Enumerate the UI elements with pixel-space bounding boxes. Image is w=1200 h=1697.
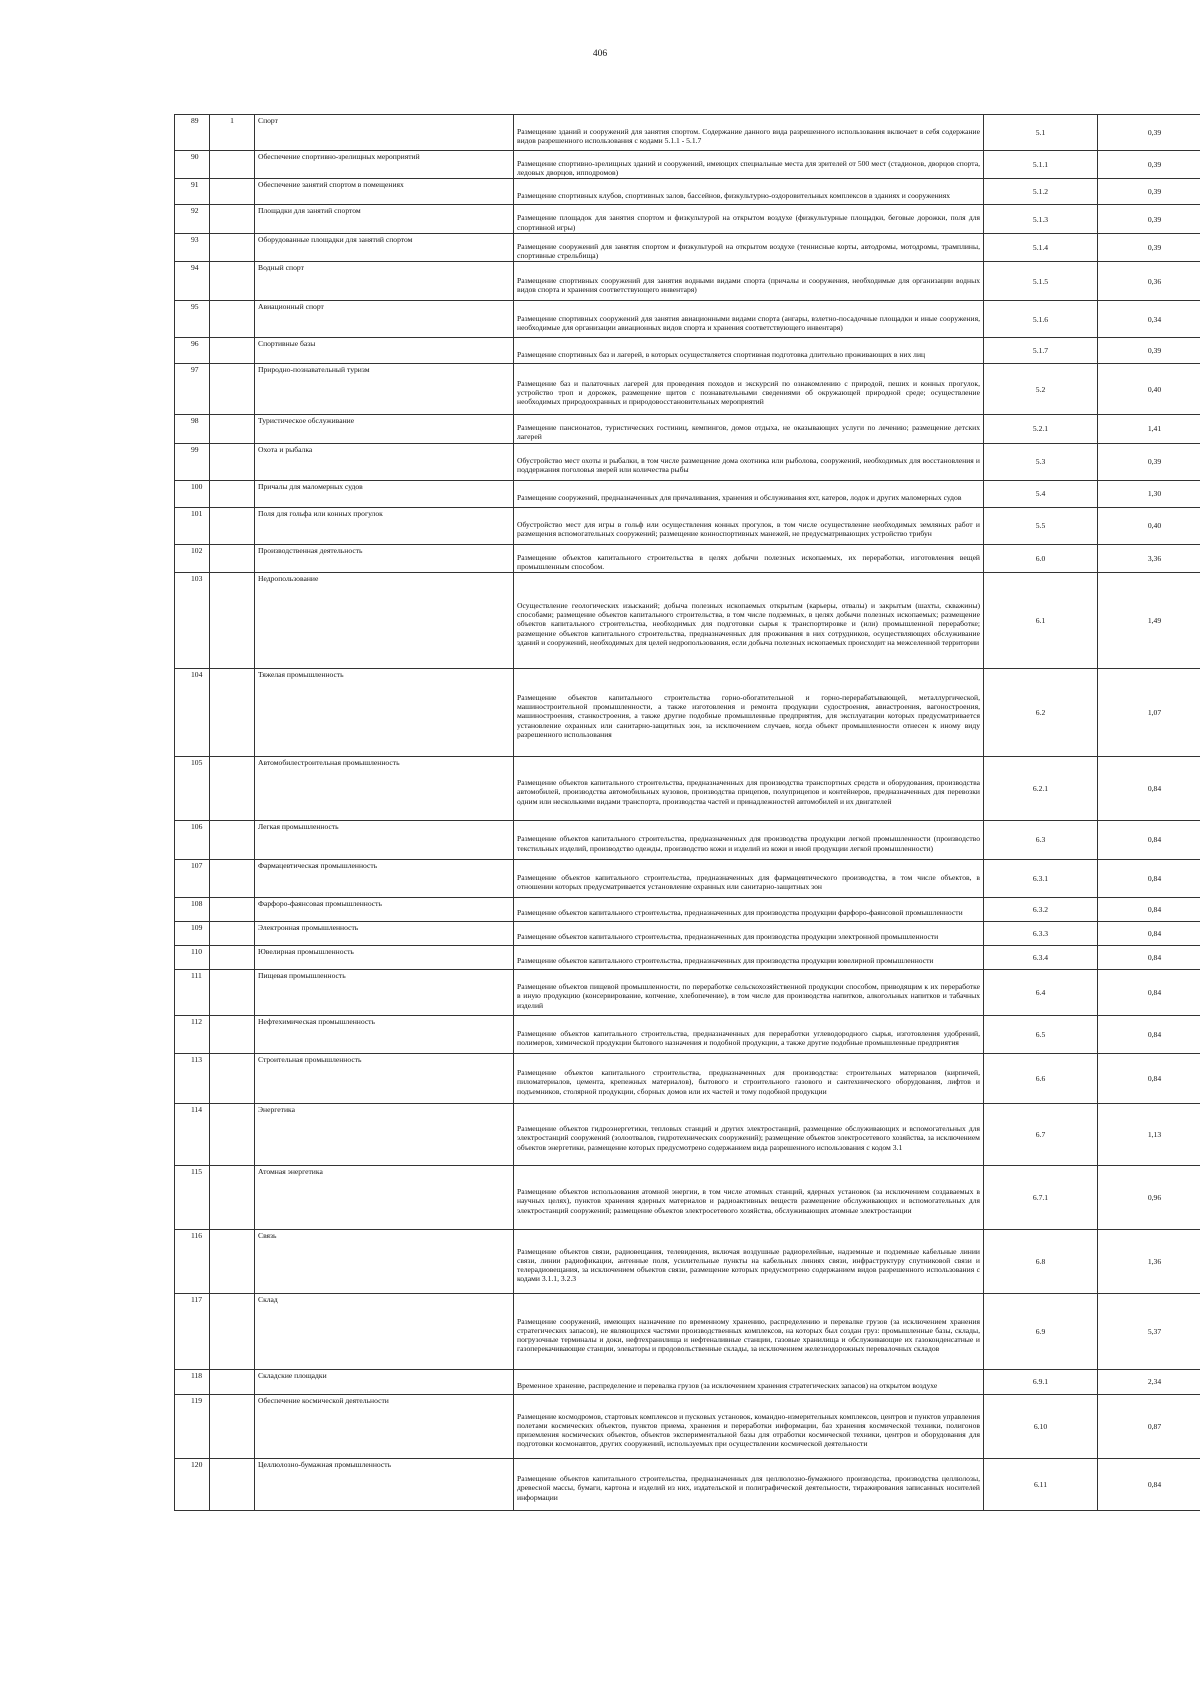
use-type-code: 5.3 <box>984 443 1098 480</box>
use-type-code: 6.7 <box>984 1104 1098 1166</box>
row-subnumber <box>210 364 255 415</box>
coefficient-value: 0,84 <box>1098 898 1200 922</box>
coefficient-value: 0,84 <box>1098 946 1200 970</box>
use-type-name: Охота и рыбалка <box>255 443 514 480</box>
use-type-name: Производственная деятельность <box>255 544 514 572</box>
use-type-code: 5.1.1 <box>984 151 1098 179</box>
row-subnumber <box>210 757 255 821</box>
use-type-code: 5.2.1 <box>984 415 1098 443</box>
use-type-name: Энергетика <box>255 1104 514 1166</box>
table-row <box>175 1104 1200 1166</box>
use-type-description: Размещение объектов капитального строительства, предназначенных для производства: строительных материалов (кирпичей, пиломатериалов, цемента, крепежных материалов), бытового и строительного газового и сантехнического оборудования, лифтов и подъемников, столярной продукции, сборных домов или их частей и тому подобной продукции <box>514 1054 984 1104</box>
row-subnumber <box>210 1395 255 1459</box>
row-number: 113 <box>175 1054 210 1104</box>
coefficient-value: 0,84 <box>1098 821 1200 860</box>
use-type-description: Размещение объектов капитального строительства в целях добычи полезных ископаемых, их переработки, изготовления вещей промышленным способом. <box>514 544 984 572</box>
coefficient-value: 2,34 <box>1098 1370 1200 1395</box>
use-type-code: 6.2 <box>984 669 1098 757</box>
use-type-description: Размещение спортивно-зрелищных зданий и сооружений, имеющих специальные места для зрителей от 500 мест (стадионов, дворцов спорта, ледовых дворцов, ипподромов) <box>514 151 984 179</box>
row-number: 91 <box>175 179 210 205</box>
use-type-code: 6.11 <box>984 1459 1098 1511</box>
use-type-description: Размещение сооружений, имеющих назначение по временному хранению, распределению и перевалке грузов (за исключением хранения стратегических запасов), не являющихся частями производственных комплексов, на которых был создан груз: промышленные базы, склады, погрузочные терминалы и доки, нефтехранилища и нефтеналивные станции, газовые хранилища и обслуживающие их газоконденсатные и газоперекачивающие станции, элеваторы и продовольственные склады, за исключением железнодорожных перевалочных складов <box>514 1294 984 1370</box>
table-row <box>175 1294 1200 1370</box>
table-row <box>175 205 1200 233</box>
table-row <box>175 898 1200 922</box>
use-type-name: Водный спорт <box>255 262 514 301</box>
use-type-name: Связь <box>255 1230 514 1294</box>
table-row <box>175 1459 1200 1511</box>
use-type-code: 5.1.2 <box>984 179 1098 205</box>
use-type-name: Поля для гольфа или конных прогулок <box>255 507 514 544</box>
coefficient-value: 0,84 <box>1098 860 1200 898</box>
row-number: 95 <box>175 301 210 338</box>
table-row <box>175 233 1200 261</box>
use-type-description: Размещение объектов капитального строительства, предназначенных для переработки углеводородного сырья, изготовления удобрений, полимеров, химической продукции бытового назначения и подобной продукции, а также другие подобные промышленные предприятия <box>514 1016 984 1054</box>
coefficient-value: 0,84 <box>1098 757 1200 821</box>
row-number: 115 <box>175 1166 210 1230</box>
use-type-code: 6.4 <box>984 970 1098 1016</box>
use-type-description: Размещение спортивных сооружений для занятия водными видами спорта (причалы и сооружения, необходимые для организации водных видов спорта и хранения соответствующего инвентаря) <box>514 262 984 301</box>
row-number: 98 <box>175 415 210 443</box>
row-number: 117 <box>175 1294 210 1370</box>
row-number: 89 <box>175 115 210 151</box>
row-subnumber <box>210 970 255 1016</box>
coefficient-value: 0,39 <box>1098 443 1200 480</box>
use-type-name: Авиационный спорт <box>255 301 514 338</box>
row-number: 105 <box>175 757 210 821</box>
row-subnumber <box>210 1054 255 1104</box>
row-number: 109 <box>175 922 210 946</box>
use-type-description: Размещение площадок для занятия спортом и физкультурой на открытом воздухе (физкультурные площадки, беговые дорожки, поля для спортивной игры) <box>514 205 984 233</box>
use-type-description: Размещение объектов гидроэнергетики, тепловых станций и других электростанций, размещение обслуживающих и вспомогательных для электростанций сооружений (золоотвалов, гидротехнических сооружений); размещение объектов электросетевого хозяйства, за исключением объектов энергетики, размещение которых предусмотрено содержанием вида разрешенного использования с кодом 3.1 <box>514 1104 984 1166</box>
use-type-code: 5.5 <box>984 507 1098 544</box>
row-subnumber <box>210 1016 255 1054</box>
use-type-description: Размещение объектов капитального строительства, предназначенных для целлюлозно-бумажного производства, производства целлюлозы, древесной массы, бумаги, картона и изделий из них, издательской и полиграфической деятельности, тиражирования записанных носителей информации <box>514 1459 984 1511</box>
use-type-code: 5.2 <box>984 364 1098 415</box>
use-type-name: Причалы для маломерных судов <box>255 480 514 507</box>
coefficient-value: 0,84 <box>1098 922 1200 946</box>
row-subnumber <box>210 1230 255 1294</box>
table-row <box>175 757 1200 821</box>
table-row <box>175 115 1200 151</box>
coefficient-value: 1,36 <box>1098 1230 1200 1294</box>
use-type-description: Размещение объектов связи, радиовещания, телевидения, включая воздушные радиорелейные, надземные и подземные кабельные линии связи, линии радиофикации, антенные поля, усилительные пункты на кабельных линиях связи, инфраструктуру спутниковой связи и телерадиовещания, за исключением объектов связи, размещение которых предусмотрено содержанием видов разрешенного использования с кодами 3.1.1, 3.2.3 <box>514 1230 984 1294</box>
table-row <box>175 1016 1200 1054</box>
coefficient-value: 0,39 <box>1098 338 1200 364</box>
use-type-code: 5.1.5 <box>984 262 1098 301</box>
use-type-code: 5.4 <box>984 480 1098 507</box>
row-number: 96 <box>175 338 210 364</box>
use-type-name: Спорт <box>255 115 514 151</box>
table-row <box>175 669 1200 757</box>
use-type-code: 5.1 <box>984 115 1098 151</box>
coefficient-value: 0,39 <box>1098 115 1200 151</box>
row-subnumber <box>210 1459 255 1511</box>
table-row <box>175 338 1200 364</box>
use-type-name: Электронная промышленность <box>255 922 514 946</box>
row-number: 114 <box>175 1104 210 1166</box>
row-number: 118 <box>175 1370 210 1395</box>
row-subnumber <box>210 1104 255 1166</box>
use-type-description: Размещение баз и палаточных лагерей для проведения походов и экскурсий по ознакомлению с природой, пеших и конных прогулок, устройство троп и дорожек, размещение щитов с познавательными сведениями об окружающей природной среде; осуществление необходимых природоохранных и природовосстановительных мероприятий <box>514 364 984 415</box>
row-subnumber <box>210 1294 255 1370</box>
coefficient-value: 0,84 <box>1098 970 1200 1016</box>
row-subnumber: 1 <box>210 115 255 151</box>
coefficient-value: 0,84 <box>1098 1459 1200 1511</box>
coefficient-value: 0,40 <box>1098 507 1200 544</box>
use-type-name: Туристическое обслуживание <box>255 415 514 443</box>
row-number: 103 <box>175 573 210 669</box>
row-subnumber <box>210 544 255 572</box>
use-type-name: Обеспечение космической деятельности <box>255 1395 514 1459</box>
row-subnumber <box>210 1166 255 1230</box>
use-type-code: 5.1.6 <box>984 301 1098 338</box>
use-type-code: 6.5 <box>984 1016 1098 1054</box>
use-type-name: Обеспечение спортивно-зрелищных мероприятий <box>255 151 514 179</box>
use-type-code: 6.0 <box>984 544 1098 572</box>
row-subnumber <box>210 415 255 443</box>
use-type-code: 5.1.7 <box>984 338 1098 364</box>
table-row <box>175 1370 1200 1395</box>
use-type-code: 6.9.1 <box>984 1370 1098 1395</box>
table-row <box>175 507 1200 544</box>
use-type-name: Оборудованные площадки для занятий спортом <box>255 233 514 261</box>
row-number: 108 <box>175 898 210 922</box>
use-type-code: 6.3 <box>984 821 1098 860</box>
table-row <box>175 1395 1200 1459</box>
use-type-description: Размещение сооружений, предназначенных для причаливания, хранения и обслуживания яхт, катеров, лодок и других маломерных судов <box>514 480 984 507</box>
use-type-name: Строительная промышленность <box>255 1054 514 1104</box>
row-subnumber <box>210 480 255 507</box>
use-type-description: Размещение спортивных клубов, спортивных залов, бассейнов, физкультурно-оздоровительных комплексов в зданиях и сооружениях <box>514 179 984 205</box>
row-subnumber <box>210 233 255 261</box>
use-type-name: Фарфоро-фаянсовая промышленность <box>255 898 514 922</box>
row-number: 104 <box>175 669 210 757</box>
use-type-description: Размещение объектов капитального строительства горно-обогатительной и горно-перерабатывающей, металлургической, машиностроительной промышленности, а также изготовления и ремонта продукции судостроения, авиастроения, вагоностроения, машиностроения, станкостроения, а также другие подобные промышленные предприятия, для эксплуатации которых предусматривается установление охранных или санитарно-защитных зон, за исключением случаев, когда объект промышленности отнесен к иному виду разрешенного использования <box>514 669 984 757</box>
table-row <box>175 1166 1200 1230</box>
row-number: 120 <box>175 1459 210 1511</box>
row-number: 111 <box>175 970 210 1016</box>
row-subnumber <box>210 205 255 233</box>
row-number: 101 <box>175 507 210 544</box>
use-type-code: 6.1 <box>984 573 1098 669</box>
use-type-description: Временное хранение, распределение и перевалка грузов (за исключением хранения стратегических запасов) на открытом воздухе <box>514 1370 984 1395</box>
row-subnumber <box>210 301 255 338</box>
use-type-description: Размещение сооружений для занятия спортом и физкультурой на открытом воздухе (теннисные корты, автодромы, мотодромы, трамплины, спортивные стрельбища) <box>514 233 984 261</box>
row-subnumber <box>210 507 255 544</box>
coefficient-value: 0,34 <box>1098 301 1200 338</box>
use-type-name: Легкая промышленность <box>255 821 514 860</box>
row-number: 116 <box>175 1230 210 1294</box>
coefficient-value: 0,36 <box>1098 262 1200 301</box>
row-number: 94 <box>175 262 210 301</box>
table-row <box>175 970 1200 1016</box>
use-type-code: 6.9 <box>984 1294 1098 1370</box>
row-subnumber <box>210 669 255 757</box>
row-subnumber <box>210 1370 255 1395</box>
coefficient-value: 0,87 <box>1098 1395 1200 1459</box>
coefficient-value: 3,36 <box>1098 544 1200 572</box>
use-type-name: Недропользование <box>255 573 514 669</box>
use-type-description: Размещение объектов капитального строительства, предназначенных для производства транспортных средств и оборудования, производства автомобилей, производства автомобильных кузовов, производства прицепов, полуприцепов и контейнеров, предназначенных для перевозки одним или несколькими видами транспорта, производства частей и принадлежностей автомобилей и их двигателей <box>514 757 984 821</box>
table-row <box>175 364 1200 415</box>
table-row <box>175 1054 1200 1104</box>
page-number: 406 <box>592 49 608 59</box>
use-type-code: 6.2.1 <box>984 757 1098 821</box>
coefficient-value: 1,30 <box>1098 480 1200 507</box>
use-type-name: Нефтехимическая промышленность <box>255 1016 514 1054</box>
coefficient-value: 0,39 <box>1098 233 1200 261</box>
row-number: 107 <box>175 860 210 898</box>
use-type-name: Ювелирная промышленность <box>255 946 514 970</box>
row-subnumber <box>210 179 255 205</box>
table-row <box>175 1230 1200 1294</box>
row-number: 93 <box>175 233 210 261</box>
use-type-code: 6.7.1 <box>984 1166 1098 1230</box>
row-number: 97 <box>175 364 210 415</box>
coefficient-value: 1,49 <box>1098 573 1200 669</box>
row-subnumber <box>210 443 255 480</box>
row-number: 106 <box>175 821 210 860</box>
table-row <box>175 415 1200 443</box>
table-row <box>175 301 1200 338</box>
use-type-code: 6.3.3 <box>984 922 1098 946</box>
table-row <box>175 179 1200 205</box>
row-subnumber <box>210 151 255 179</box>
use-type-code: 5.1.3 <box>984 205 1098 233</box>
row-number: 99 <box>175 443 210 480</box>
table-row <box>175 821 1200 860</box>
use-type-description: Размещение объектов капитального строительства, предназначенных для производства продукции электронной промышленности <box>514 922 984 946</box>
coefficient-value: 0,40 <box>1098 364 1200 415</box>
use-type-name: Атомная энергетика <box>255 1166 514 1230</box>
coefficient-value: 1,13 <box>1098 1104 1200 1166</box>
use-type-name: Спортивные базы <box>255 338 514 364</box>
land-use-table <box>174 114 1200 1511</box>
use-type-name: Склад <box>255 1294 514 1370</box>
row-subnumber <box>210 898 255 922</box>
coefficient-value: 5,37 <box>1098 1294 1200 1370</box>
use-type-description: Размещение космодромов, стартовых комплексов и пусковых установок, командно-измерительных комплексов, центров и пунктов управления полетами космических объектов, пунктов приема, хранения и переработки информации, баз хранения космической техники, полигонов приземления космических объектов, объектов экспериментальной базы для отработки космической техники, центров и оборудования для подготовки космонавтов, других сооружений, используемых при осуществлении космической деятельности <box>514 1395 984 1459</box>
use-type-description: Размещение спортивных баз и лагерей, в которых осуществляется спортивная подготовка длительно проживающих в них лиц <box>514 338 984 364</box>
use-type-description: Размещение объектов использования атомной энергии, в том числе атомных станций, ядерных установок (за исключением создаваемых в научных целях), пунктов хранения ядерных материалов и радиоактивных веществ размещение обслуживающих и вспомогательных для электростанций сооружений; размещение объектов электросетевого хозяйства, обслуживающих атомные электростанции <box>514 1166 984 1230</box>
coefficient-value: 0,39 <box>1098 205 1200 233</box>
use-type-code: 5.1.4 <box>984 233 1098 261</box>
use-type-code: 6.10 <box>984 1395 1098 1459</box>
row-number: 112 <box>175 1016 210 1054</box>
use-type-description: Размещение спортивных сооружений для занятия авиационными видами спорта (ангары, взлетно-посадочные площадки и иные сооружения, необходимые для организации авиационных видов спорта и хранения соответствующего инвентаря) <box>514 301 984 338</box>
row-number: 100 <box>175 480 210 507</box>
use-type-name: Тяжелая промышленность <box>255 669 514 757</box>
coefficient-value: 0,84 <box>1098 1016 1200 1054</box>
use-type-name: Целлюлозно-бумажная промышленность <box>255 1459 514 1511</box>
use-type-description: Размещение объектов капитального строительства, предназначенных для производства продукции легкой промышленности (производство текстильных изделий, производство одежды, производство кожи и изделий из кожи и иной продукции легкой промышленности) <box>514 821 984 860</box>
use-type-description: Размещение объектов пищевой промышленности, по переработке сельскохозяйственной продукции способом, приводящим к их переработке в иную продукцию (консервирование, копчение, хлебопечение), в том числе для производства напитков, алкогольных напитков и табачных изделий <box>514 970 984 1016</box>
table-row <box>175 544 1200 572</box>
use-type-description: Осуществление геологических изысканий; добыча полезных ископаемых открытым (карьеры, отвалы) и закрытым (шахты, скважины) способами; размещение объектов капитального строительства, в том числе подземных, в целях добычи полезных ископаемых; размещение объектов капитального строительства, необходимых для подготовки сырья к транспортировке и (или) промышленной переработке; размещение объектов капитального строительства, предназначенных для проживания в них сотрудников, осуществляющих обслуживание зданий и сооружений, необходимых для целей недропользования, если добыча полезных ископаемых происходит на межселенной территории <box>514 573 984 669</box>
row-number: 119 <box>175 1395 210 1459</box>
row-number: 102 <box>175 544 210 572</box>
table-row <box>175 443 1200 480</box>
table-row <box>175 262 1200 301</box>
use-type-name: Природно-познавательный туризм <box>255 364 514 415</box>
table-row <box>175 151 1200 179</box>
use-type-name: Складские площадки <box>255 1370 514 1395</box>
use-type-description: Размещение объектов капитального строительства, предназначенных для производства продукции ювелирной промышленности <box>514 946 984 970</box>
coefficient-value: 1,07 <box>1098 669 1200 757</box>
table-row <box>175 922 1200 946</box>
row-subnumber <box>210 262 255 301</box>
coefficient-value: 1,41 <box>1098 415 1200 443</box>
use-type-name: Пищевая промышленность <box>255 970 514 1016</box>
use-type-code: 6.3.1 <box>984 860 1098 898</box>
coefficient-value: 0,39 <box>1098 151 1200 179</box>
use-type-code: 6.8 <box>984 1230 1098 1294</box>
use-type-name: Обеспечение занятий спортом в помещениях <box>255 179 514 205</box>
use-type-code: 6.3.2 <box>984 898 1098 922</box>
use-type-name: Автомобилестроительная промышленность <box>255 757 514 821</box>
row-subnumber <box>210 573 255 669</box>
use-type-code: 6.6 <box>984 1054 1098 1104</box>
table-row <box>175 573 1200 669</box>
use-type-description: Размещение зданий и сооружений для занятия спортом. Содержание данного вида разрешенного использования включает в себя содержание видов разрешенного использования с кодами 5.1.1 - 5.1.7 <box>514 115 984 151</box>
use-type-description: Обустройство мест охоты и рыбалки, в том числе размещение дома охотника или рыболова, сооружений, необходимых для восстановления и поддержания поголовья зверей или количества рыбы <box>514 443 984 480</box>
table-row <box>175 480 1200 507</box>
use-type-name: Площадки для занятий спортом <box>255 205 514 233</box>
row-subnumber <box>210 946 255 970</box>
use-type-code: 6.3.4 <box>984 946 1098 970</box>
coefficient-value: 0,84 <box>1098 1054 1200 1104</box>
coefficient-value: 0,96 <box>1098 1166 1200 1230</box>
row-subnumber <box>210 860 255 898</box>
coefficient-value: 0,39 <box>1098 179 1200 205</box>
table-row <box>175 860 1200 898</box>
row-subnumber <box>210 821 255 860</box>
row-subnumber <box>210 922 255 946</box>
row-number: 90 <box>175 151 210 179</box>
row-subnumber <box>210 338 255 364</box>
row-number: 92 <box>175 205 210 233</box>
use-type-description: Обустройство мест для игры в гольф или осуществления конных прогулок, в том числе осуществление необходимых земляных работ и размещения вспомогательных сооружений; размещение конноспортивных манежей, не предусматривающих устройство трибун <box>514 507 984 544</box>
row-number: 110 <box>175 946 210 970</box>
use-type-name: Фармацевтическая промышленность <box>255 860 514 898</box>
use-type-description: Размещение объектов капитального строительства, предназначенных для производства продукции фарфоро-фаянсовой промышленности <box>514 898 984 922</box>
use-type-description: Размещение объектов капитального строительства, предназначенных для фармацевтического производства, в том числе объектов, в отношении которых предусматривается установление охранных или санитарно-защитных зон <box>514 860 984 898</box>
use-type-description: Размещение пансионатов, туристических гостиниц, кемпингов, домов отдыха, не оказывающих услуги по лечению; размещение детских лагерей <box>514 415 984 443</box>
table-row <box>175 946 1200 970</box>
